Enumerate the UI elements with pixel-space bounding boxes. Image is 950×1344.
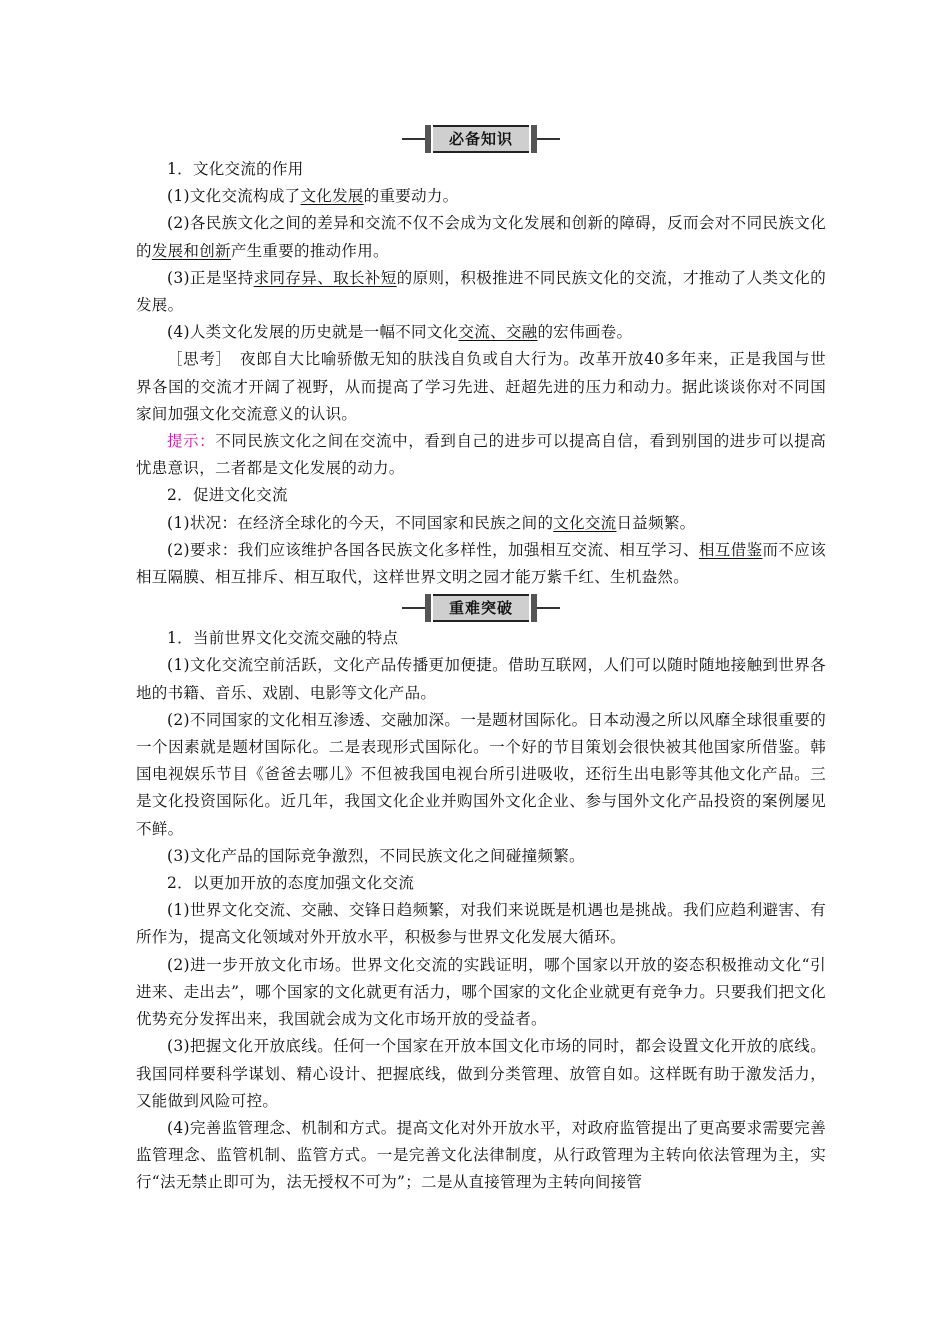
heading-open-attitude: 2．以更加开放的态度加强文化交流 [167,874,415,893]
paragraph: (4)人类文化发展的历史就是一幅不同文化交流、交融的宏伟画卷。 [167,323,633,342]
paragraph: (3)文化产品的国际竞争激烈，不同民族文化之间碰撞频繁。 [167,846,585,865]
heading-promote-exchange: 2．促进文化交流 [167,486,288,505]
section-title: 重难突破 [433,594,529,622]
tip-paragraph: 提示：不同民族文化之间在交流中，看到自己的进步可以提高自信，看到别国的进步可以提高忧患意识，二者都是文化发展的动力。 [136,432,827,478]
think-question: ［思考］ 夜郎自大比喻骄傲无知的肤浅自负或自大行为。改革开放40多年来，正是我国与世界各国的交流才开阔了视野，从而提高了学习先进、赶超先进的压力和动力。据此谈谈你对不同国家间加强文化交流意义的认识。 [136,350,826,423]
paragraph: (2)不同国家的文化相互渗透、交融加深。一是题材国际化。日本动漫之所以风靡全球很重要的一个因素就是题材国际化。二是表现形式国际化。一个好的节目策划会很快被其他国家所借鉴。韩国电视娱乐节目《爸爸去哪儿》不但被我国电视台所引进吸收，还衍生出电影等其他文化产品。三是文化投资国际化。近几年，我国文化企业并购国外文化企业、参与国外文化产品投资的案例屡见不鲜。 [136,710,826,838]
paragraph: (2)进一步开放文化市场。世界文化交流的实践证明，哪个国家以开放的姿态积极推动文化“引进来、走出去”，哪个国家的文化就更有活力，哪个国家的文化企业就更有竞争力。只要我们把文化优势充分发挥出来，我国就会成为文化市场开放的受益者。 [136,955,826,1029]
paragraph: (1)文化交流空前活跃，文化产品传播更加便捷。借助互联网，人们可以随时随地接触到世界各地的书籍、音乐、戏剧、电影等文化产品。 [136,656,826,702]
paragraph: (1)状况：在经济全球化的今天，不同国家和民族之间的文化交流日益频繁。 [167,513,696,532]
section-title: 必备知识 [433,125,529,153]
heading-culture-exchange-role: 1．文化交流的作用 [167,160,304,178]
paragraph: (1)文化交流构成了文化发展的重要动力。 [167,187,459,206]
paragraph: (1)世界文化交流、交融、交锋日趋频繁，对我们来说既是机遇也是挑战。我们应趋利避害、有所作为，提高文化领域对外开放水平，积极参与世界文化发展大循环。 [136,901,826,947]
document-content [136,122,826,1197]
paragraph: (4)完善监管理念、机制和方式。提高文化对外开放水平，对政府监管提出了更高要求需要完善监管理念、监管机制、监管方式。一是完善文化法律制度，从行政管理为主转向依法管理为主，实行“法无禁止即可为，法无授权不可为”；二是从直接管理为主转向间接管 [136,1118,826,1192]
paragraph: (2)各民族文化之间的差异和交流不仅不会成为文化发展和创新的障碍，反而会对不同民族文化的发展和创新产生重要的推动作用。 [136,214,826,260]
tip-label: 提示： [167,432,216,451]
section-banner-key-difficulties [136,591,826,625]
heading-exchange-features: 1．当前世界文化交流交融的特点 [167,629,399,648]
paragraph: (2)要求：我们应该维护各国各民族文化多样性，加强相互交流、相互学习、相互借鉴而不应该相互隔膜、相互排斥、相互取代，这样世界文明之园才能万紫千红、生机盎然。 [136,540,827,587]
paragraph: (3)正是坚持求同存异、取长补短的原则，积极推进不同民族文化的交流，才推动了人类文化的发展。 [136,268,827,315]
paragraph: (3)把握文化开放底线。任何一个国家在开放本国文化市场的同时，都会设置文化开放的底线。我国同样要科学谋划、精心设计、把握底线，做到分类管理、放管自如。这样既有助于激发活力，又能做到风险可控。 [136,1037,826,1110]
section-banner-essential-knowledge [136,122,826,156]
